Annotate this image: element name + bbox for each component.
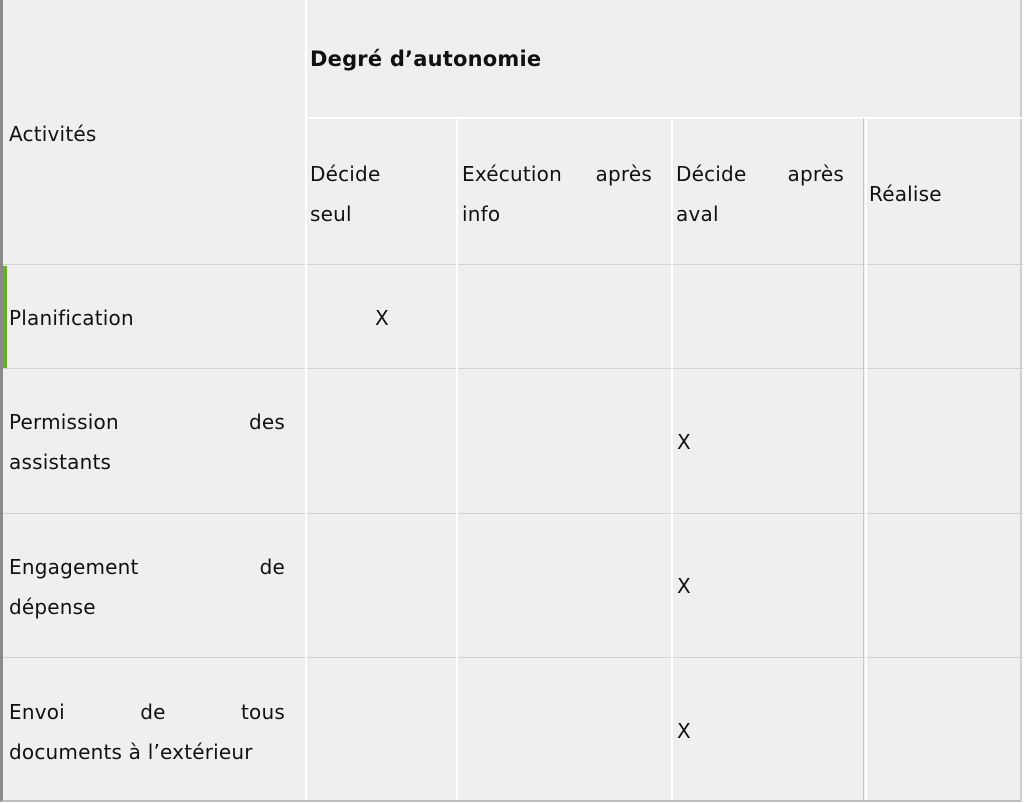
- column-divider: [865, 118, 867, 800]
- row-divider: [3, 368, 1023, 369]
- column-header-line: seul: [310, 202, 352, 226]
- column-divider: [671, 118, 673, 800]
- row-divider: [3, 513, 1023, 514]
- autonomy-mark: [677, 422, 691, 462]
- autonomy-mark-text: X: [677, 574, 691, 598]
- autonomy-mark-text: X: [677, 719, 691, 743]
- column-header-line: Décide après: [676, 162, 844, 186]
- column-header-line: aval: [676, 202, 719, 226]
- activities-header-label: Activités: [9, 122, 97, 146]
- column-divider: [456, 118, 458, 800]
- activity-label-line: dépense: [9, 595, 96, 619]
- header-divider: [306, 117, 1023, 119]
- activity-label: [9, 692, 285, 772]
- activity-label-line: Planification: [9, 306, 134, 330]
- activities-header: [9, 114, 96, 154]
- autonomy-mark-text: X: [375, 306, 389, 330]
- column-divider: [863, 118, 864, 800]
- column-header-realise: [869, 174, 942, 214]
- autonomy-header: [310, 39, 541, 79]
- autonomy-mark-text: X: [677, 430, 691, 454]
- activity-label-line: Permission des: [9, 410, 285, 434]
- column-divider: [305, 0, 307, 800]
- activity-label: [9, 402, 285, 482]
- autonomy-mark: [375, 298, 389, 338]
- row-divider: [3, 264, 1023, 265]
- activity-label-line: assistants: [9, 450, 112, 474]
- autonomy-mark: [677, 711, 691, 751]
- activity-label-line: Engagement de: [9, 555, 285, 579]
- row-accent-bar: [3, 266, 7, 369]
- column-header-line: Réalise: [869, 182, 942, 206]
- activity-label-line: documents à l’extérieur: [9, 740, 253, 764]
- column-header-decide-apres-aval: [676, 154, 844, 234]
- column-header-decide-seul: [310, 154, 450, 234]
- activity-label: [9, 547, 285, 627]
- activity-label-line: Envoi de tous: [9, 700, 285, 724]
- column-header-execution-apres-info: [462, 154, 652, 234]
- row-divider: [3, 657, 1023, 658]
- column-header-line: Décide: [310, 162, 381, 186]
- column-header-line: Exécution après: [462, 162, 652, 186]
- column-header-line: info: [462, 202, 501, 226]
- activity-label: [9, 298, 134, 338]
- autonomy-mark: [677, 566, 691, 606]
- autonomy-header-label: Degré d’autonomie: [310, 47, 542, 71]
